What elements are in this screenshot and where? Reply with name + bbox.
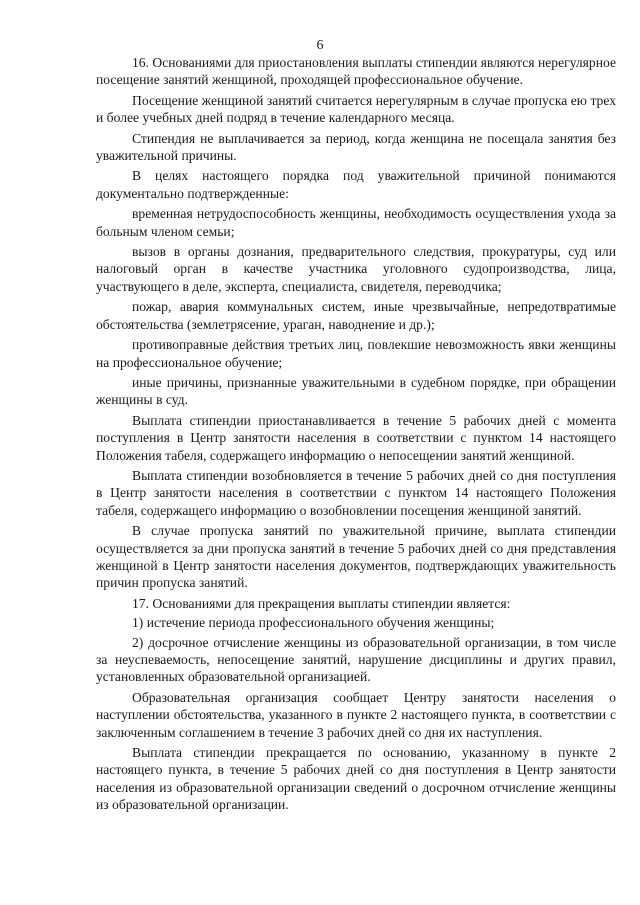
list-item: пожар, авария коммунальных систем, иные чрезвычайные, непредотвратимые обстоятельства (землетрясение, ураган, наводнение и др.);	[96, 299, 616, 332]
list-item: вызов в органы дознания, предварительного следствия, прокуратуры, суд или налоговый орган в качестве участника уголовного судопроизводства, лица, участвующего в деле, эксперта, специалиста, свидетеля, переводчика;	[96, 244, 616, 294]
paragraph: Посещение женщиной занятий считается нерегулярным в случае пропуска ею трех и более учебных дней подряд в течение календарного месяца.	[96, 92, 616, 126]
paragraph: В целях настоящего порядка под уважительной причиной понимаются документально подтвержденные:	[96, 168, 616, 201]
list-item: противоправные действия третьих лиц, повлекшие невозможность явки женщины на профессиональное обучение;	[96, 337, 616, 370]
list-item: 2) досрочное отчисление женщины из образовательной организации, в том числе за неуспеваемость, непосещение занятий, нарушение дисциплины и других правил, установленных образовательной организацией.	[96, 634, 616, 685]
list-item: 1) истечение периода профессионального обучения женщины;	[132, 615, 495, 631]
document-body	[96, 54, 616, 817]
paragraph: 16. Основаниями для приостановления выплаты стипендии являются нерегулярное посещение занятий женщиной, проходящей профессиональное обучение.	[96, 55, 616, 88]
paragraph: Выплата стипендии прекращается по основанию, указанному в пункте 2 настоящего пункта, в течение 5 рабочих дней со дня поступления в Центр занятости населения из образовательной организации сведений о досрочном отчисление женщины из образовательной организации.	[96, 745, 616, 813]
paragraph: Выплата стипендии приостанавливается в течение 5 рабочих дней с момента поступления в Центр занятости населения в соответствии с пунктом 14 настоящего Положения табеля, содержащего информацию о непосещении занятий женщиной.	[96, 412, 616, 463]
paragraph: Выплата стипендии возобновляется в течение 5 рабочих дней со дня поступления в Центр занятости населения в соответствии с пунктом 14 настоящего Положения табеля, содержащего информацию о возобновлении посещения женщиной занятий.	[96, 467, 616, 518]
paragraph: Образовательная организация сообщает Центру занятости населения о наступлении обстоятельства, указанного в пункте 2 настоящего пункта, в соответствии с заключенным соглашением в течение 3 рабочих дней со дня их наступления.	[96, 689, 616, 740]
paragraph: Стипендия не выплачивается за период, когда женщина не посещала занятия без уважительной причины.	[96, 130, 616, 164]
paragraph: 17. Основаниями для прекращения выплаты стипендии является:	[132, 595, 511, 611]
page-number: 6	[316, 38, 324, 53]
list-item: временная нетрудоспособность женщины, необходимость осуществления ухода за больным членом семьи;	[96, 206, 616, 239]
paragraph: В случае пропуска занятий по уважительной причине, выплата стипендии осуществляется за дни пропуска занятий в течение 5 рабочих дней со дня представления женщиной в Центр занятости населения документов, подтверждающих уважительность причин пропуска занятий.	[96, 523, 616, 591]
list-item: иные причины, признанные уважительными в судебном порядке, при обращении женщины в суд.	[96, 374, 616, 408]
